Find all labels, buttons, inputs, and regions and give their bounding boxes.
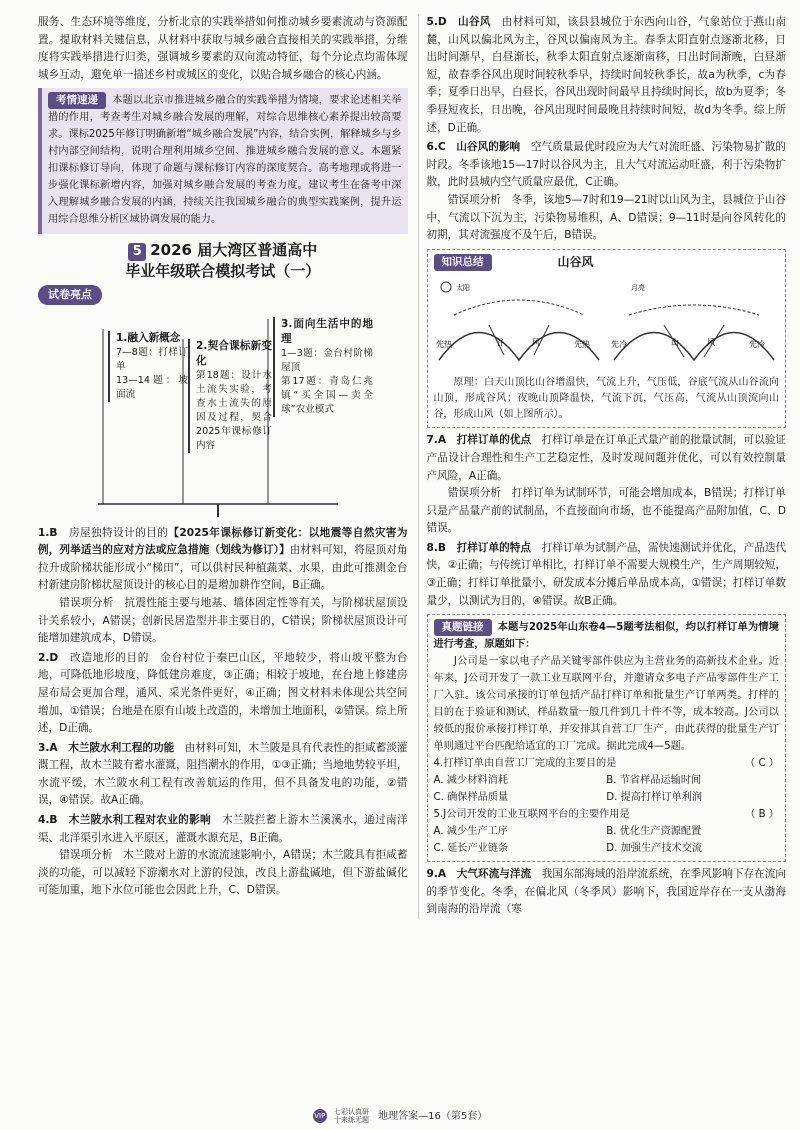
- answer-q8: [427, 540, 787, 610]
- q4-body: 木兰陂拦蓄上游木兰溪溪水，通过南洋渠、北洋渠引水进入平原区，灌溉水源充足，B正确。: [38, 814, 408, 844]
- q4-title: 木兰陂水利工程对农业的影响: [68, 814, 211, 827]
- q8-body: 打样订单为试制产品，需快速测试并优化，产品迭代快，②正确；与传统订单相比，打样订单不需要大规模生产，生产周期较短，③正确；打样订单批量小，研发成本分摊后单品成本高，①错误；打样订单数量少，以测试为目的，④错误。故B正确。: [426, 541, 787, 607]
- kaoqing-tag: 考情速递: [48, 92, 106, 109]
- zhenti-tag: 真题链接: [434, 619, 492, 636]
- zhenti-q5: 5.J公司开发的工业互联网平台的主要作用是: [433, 809, 630, 821]
- answer-q3: [38, 740, 408, 810]
- knowledge-summary-box: [427, 249, 787, 429]
- page-footer: [0, 1107, 800, 1124]
- q4-error-analysis: 错误项分析 木兰陂对上游的水流流速影响小，A错误；木兰陂具有拒咸蓄淡的功能，可以减轻下游潮水对上游的侵蚀，改良上游盐碱地，但下游盐碱化可能加重，地下水位可能也会因此上升，C、D错误。: [38, 849, 408, 897]
- day-valley-label: 谷: [495, 338, 504, 348]
- q8-head: 8.B: [426, 541, 446, 554]
- mindmap-item-1: [108, 331, 188, 402]
- q7-title: 打样订单的优点: [456, 434, 532, 447]
- brand-slogan-line2: 十来练无题: [333, 1116, 369, 1124]
- left-column: [38, 14, 408, 919]
- footer-page-label: 地理答案—16（第5套）: [378, 1111, 488, 1122]
- zhenti-lead: 本题与2025年山东卷4—5题考法相似，均以打样订单为情境进行考查，原题如下：: [433, 622, 779, 651]
- q1-title: 房屋独特设计的目的: [68, 526, 169, 539]
- zhenti-q4-opt-b: B. 节省样品运输时间: [606, 775, 702, 787]
- zhenti-q4: 4.打样订单由自营工厂完成的主要目的是: [433, 758, 617, 770]
- zhenti-q5-opt-d: D. 加强生产技术交流: [606, 843, 703, 855]
- paper-title-line1: 2026 届大湾区普通高中: [150, 241, 318, 260]
- zhenti-q5-options-2: [434, 840, 780, 857]
- moon-label: 月亮: [631, 284, 645, 293]
- answer-q1: [38, 525, 408, 648]
- zhenti-q5-answer: （ B ）: [745, 809, 779, 821]
- night-mountain-label: 山: [671, 338, 679, 348]
- zhenti-q4-opt-d: D. 提高打样订单利润: [606, 792, 703, 804]
- zhenti-q4-options-1: [434, 772, 780, 789]
- paper-title: [38, 242, 408, 281]
- zhenti-q4-answer: （ C ）: [745, 758, 779, 770]
- zhenti-q4-options-2: [434, 789, 780, 806]
- zhenti-q5-opt-c: C. 延长产业链条: [433, 843, 509, 855]
- right-column: [418, 14, 787, 919]
- q5-title: 山谷风: [458, 16, 491, 28]
- q8-title: 打样订单的特点: [456, 541, 532, 554]
- q6-error-analysis: 错误项分析 冬季，该地5—7时和19—21时以山风为主，县城位于山谷中，气流以下沉为主，污染物易堆积，A、D错误；9—11时是向谷风转化的初期，其对流强度不及午后，B错误。: [426, 193, 786, 242]
- night-left-cold: 先冷: [611, 340, 627, 350]
- mindmap-item-1-head: 1.融入新概念: [116, 331, 181, 344]
- brand-slogan-line1: 七彩认真研: [333, 1108, 369, 1116]
- q2-title: 改造地形的目的: [70, 651, 150, 664]
- q5-head: 5.D: [426, 16, 447, 28]
- mindmap-item-3-head: 3.面向生活中的地理: [281, 317, 373, 345]
- mindmap-item-2-head: 2.契合课标新变化: [196, 339, 272, 367]
- zhenti-q4-opt-c: C. 确保样品质量: [433, 792, 509, 804]
- zhenti-box: [427, 614, 787, 862]
- zhenti-q4-opt-a: A. 减少材料消耗: [433, 775, 508, 787]
- answer-q6: [427, 139, 787, 245]
- knowledge-tag: 知识总结: [434, 254, 492, 272]
- answer-q2: [38, 650, 408, 738]
- answer-q5: [427, 14, 787, 137]
- q6-head: 6.C: [426, 141, 446, 154]
- mindmap-item-2-body: 第18题：设计水土流失实验，考查水土流失的原因及过程，契合2025年课标修订内容: [196, 369, 272, 451]
- day-valley-wind-diagram: [434, 275, 604, 375]
- kaoqing-text: 本题以北京市推进城乡融合的实践举措为情境，要求论述相关举措的作用，考查考生对城乡融合发展的理解，对综合思维核心素养提出较高要求。课标2025年修订明确新增“城乡融合发展”内容，结合实例，解释城乡与乡村内部空间结构，说明合理利用城乡空间、推进城乡融合发展的意义。本题紧扣课标修订导向，体现了命题与课标修订内容的深度契合。高考地理或将进一步强化课标新增内容，加强对城乡融合发展的考查力度。建议考生在备考中深入理解城乡融合发展的内涵，持续关注我国城乡融合的典型实践案例，提升运用综合思维分析区域协调发展的能力。: [48, 95, 402, 226]
- answer-q9: [427, 866, 787, 919]
- q9-head: 9.A: [426, 868, 447, 881]
- q2-body: 金台村位于秦巴山区，平地较少，将山坡平整为台地，可降低地形坡度，降低建房难度，③正确；相较于坡地，在台地上修建房屋布局会更加合理，通风、采光条件更好，④正确；图文材料未体现公共空间增加，①错误；台地是在原有山坡上改造的，未增加土地面积，②错误。综上所述，D正确。: [38, 651, 408, 735]
- zhenti-q5-options-1: [434, 823, 780, 840]
- brand-slogan: [334, 1108, 369, 1124]
- answer-q7: [427, 432, 787, 538]
- mindmap-item-3: [273, 317, 373, 417]
- q1-error-analysis: 错误项分析 抗震性能主要与地基、墙体固定性等有关，与阶梯状屋顶设计关系较小，A错误；创新民居造型并非主要目的，C错误；阶梯状屋顶设计可能增加建筑成本，D错误。: [38, 596, 408, 645]
- night-right-cold: 先冷: [749, 340, 765, 350]
- mindmap-item-2: [188, 339, 272, 453]
- q7-error-analysis: 错误项分析 打样订单为试制环节，可能会增加成本，B错误；打样订单只是产品量产前的试制品，不直接面向市场，也不能提高产品附加值，C、D错误。: [426, 487, 786, 535]
- q1-head: 1.B: [38, 526, 58, 539]
- q6-body: 空气质量最优时段应为大气对流旺盛、污染物易扩散的时段。冬季该地15—17时以谷风为主，且大气对流运动旺盛，利于污染物扩散，此时县城内空气质量应最优，C正确。: [426, 141, 787, 189]
- day-wind-label: 风: [531, 338, 540, 348]
- kaoqing-box: [38, 88, 408, 234]
- q6-title: 山谷风的影响: [456, 141, 521, 154]
- q7-head: 7.A: [426, 434, 447, 447]
- intro-paragraph: 服务、生态环境等维度，分析北京的实践举措如何推动城乡要素流动与资源配置。提取材料关键信息，从材料中获取与城乡融合直接相关的实践举措，分维度将实践举措进行归类，强调城乡要素的双向流动特征，每个分论点均需体现城乡互动，避免单一描述乡村或城区的变化，以贴合城乡融合的核心内涵。: [38, 16, 408, 81]
- paper-title-line2: 毕业年级联合模拟考试（一）: [125, 262, 321, 281]
- day-right-warm: 先热: [573, 340, 590, 350]
- q2-head: 2.D: [38, 651, 59, 664]
- day-left-warm: 先热: [435, 340, 452, 350]
- zhenti-q5-opt-a: A. 减少生产工序: [433, 826, 508, 838]
- q9-title: 大气环流与洋流: [456, 868, 532, 881]
- q5-body: 由材料可知，该县县城位于东西向山谷，气象站位于燕山南麓，山风以偏北风为主，谷风以偏南风为主。春季太阳直射点逐渐北移，日出时间渐早，白昼渐长，秋季太阳直射点逐渐南移，日出时间渐晚，白昼渐短，故春季谷风出现时间较秋季早，持续时间较秋季长，故a为秋季，c为春季；夏季日出早，白昼长，谷风出现时间最早且持续时间长，故b为夏季；冬季昼短夜长，日出晚，谷风出现时间最晚且持续时间短，故d为冬季。综上所述，D正确。: [426, 16, 787, 134]
- q9-body: 我国东部海域的沿岸流系统，在季风影响下存在流向的季节变化。冬季，在偏北风（冬季风）影响下，我国近岸存在一支从渤海到南海的沿岸流（寒: [426, 868, 787, 916]
- mindmap-item-3-body: 1—3题：金台村阶梯屋顶 第17题：青岛仁兆镇“买全国—卖全球”农业模式: [281, 347, 373, 415]
- q4-head: 4.B: [38, 814, 58, 827]
- q3-body: 由材料可知，木兰陂是具有代表性的拒咸蓄淡灌溉工程，故木兰陂有蓄水灌溉，阻挡潮水的作用，①③正确；当地地势较平坦，水流平缓，木兰陂水利工程有改善航运的作用，但不具备发电的功能，②错误，④错误。故A正确。: [38, 741, 408, 807]
- valley-wind-diagrams: [434, 275, 780, 375]
- night-wind-label: 风: [707, 338, 715, 348]
- q1-bracket: 【2025年课标修订新变化：以地震等自然灾害为例，列举适当的应对方法或应急措施（划线为修订）】: [38, 526, 408, 557]
- knowledge-title: 山谷风: [557, 254, 594, 269]
- zhenti-q5-opt-b: B. 优化生产资源配置: [606, 826, 702, 838]
- brand-logo-icon: VIP: [313, 1109, 327, 1123]
- highlight-label: 试卷亮点: [38, 285, 102, 305]
- q1-body: 由材料可知，将屋顶对角拉升成阶梯状能形成小“梯田”，可以供村民种植蔬菜、水果，由此可推测金台村新建房阶梯状屋顶设计的核心目的是增加耕作空间，B正确。: [38, 544, 408, 592]
- sun-label: 太阳: [455, 284, 470, 293]
- q3-title: 木兰陂水利工程的功能: [68, 741, 175, 754]
- night-mountain-wind-diagram: [609, 275, 779, 375]
- knowledge-caption: 原理：白天山顶比山谷增温快，气流上升，气压低，谷底气流从山谷流向山顶，形成谷风；夜晚山顶降温快，气流下沉，气压高，气流从山顶流向山谷，形成山风（如上图所示）。: [433, 377, 779, 421]
- zhenti-passage: J公司是一家以电子产品关键零部件供应为主营业务的高新技术企业。近年来，J公司开发了一款工业互联网平台，并邀请众多电子产品零部件生产工厂入驻。该公司承接的订单包括产品打样订单和批量生产订单两类。打样的目的在于验证和测试，样品数量一般几件到几十件不等，成本较高。J公司以较低的报价承接打样订单，并安排其自营工厂生产，由此获得的批量生产订单则通过平台匹配给适宜的工厂完成。据此完成4—5题。: [433, 656, 779, 753]
- paper-number: 5: [128, 243, 146, 261]
- mindmap-item-1-body: 7—8题：打样订单 13—14题：坡面流: [116, 346, 188, 400]
- q7-body: 打样订单是在订单正式量产前的批量试制，可以验证产品设计合理性和生产工艺稳定性，及时发现问题并优化，可以有效控制量产风险，A正确。: [426, 434, 787, 482]
- mindmap: [38, 309, 408, 519]
- answer-q4: [38, 812, 408, 900]
- q3-head: 3.A: [38, 741, 58, 754]
